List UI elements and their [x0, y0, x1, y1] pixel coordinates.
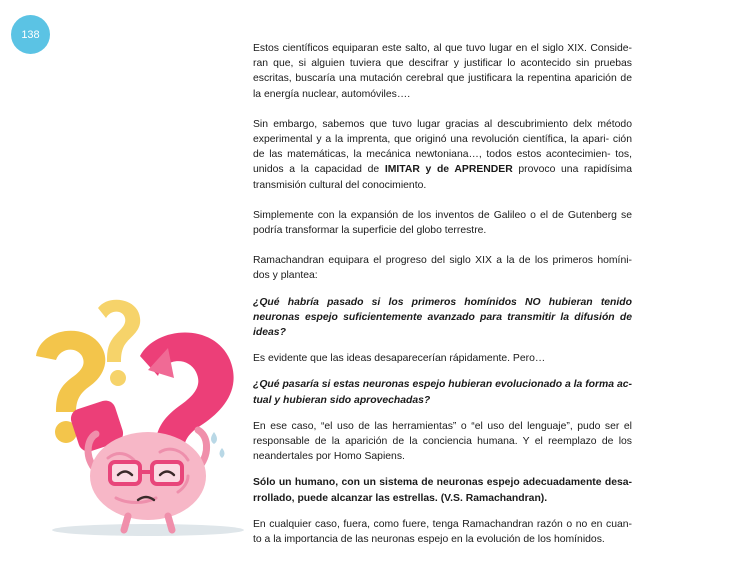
question-2: ¿Qué pasaría si estas neuronas espejo hubieran evolucionado a la forma ac- tual y hubieran sido aprovechadas?	[253, 379, 632, 406]
question-1: ¿Qué habría pasado si los primeros homínidos NO hubieran tenido neuronas espejo suficientemente avanzado para transmitir la difusión de ideas?	[253, 296, 632, 339]
main-text-column	[253, 41, 632, 558]
brain-right-leg	[168, 516, 172, 530]
paragraph-8: En cualquier caso, fuera, como fuere, tenga Ramachandran razón o no en cuan- to a la importancia de las neuronas espejo en la evolución de los homínidos.	[253, 518, 632, 546]
sweat-drops	[211, 432, 225, 458]
paragraph-2: Sin embargo, sabemos que tuvo lugar gracias al descubrimiento delx método experimental y a la imprenta, que originó una revolución científica, la apari- ción de las matemáticas, la mecánica newtoniana…, todos estos acontecimien- tos, unidos a la capacidad de IMITAR y de APRENDER provoco una rapidísima transmisión cultural del conocimiento.	[253, 118, 632, 191]
paragraph-6: En ese caso, “el uso de las herramientas” o “el uso del lenguaje”, pudo ser el responsable de la aparición de la conciencia humana. Y el reemplazo de los neandertales por Homo Sapiens.	[253, 420, 632, 463]
yellow-question-mark-small	[98, 300, 140, 386]
page-number: 138	[21, 28, 40, 41]
quote-ramachandran: Sólo un humano, con un sistema de neuronas espejo adecuadamente desa- rrollado, puede alcanzar las estrellas. (V.S. Ramachandran).	[253, 477, 632, 504]
paragraph-1: Estos científicos equiparan este salto, al que tuvo lugar en el siglo XIX. Conside- ran que, si alguien tuviera que descifrar y justificar lo acontecido sin pruebas escritas, buscaría una mutación cerebral que justificara la repentina aparición de la energía nuclear, automóviles….	[253, 43, 632, 100]
ground-shadow	[52, 524, 244, 536]
paragraph-2-emphasis: IMITAR y de APRENDER	[384, 164, 513, 176]
brain-left-leg	[124, 516, 128, 530]
glasses-left-lens	[110, 462, 140, 484]
paragraph-3: Simplemente con la expansión de los inventos de Galileo o el de Gutenberg se podría transformar la superficie del globo terrestre.	[253, 209, 632, 237]
confused-brain-question-marks-icon	[28, 286, 248, 544]
page-number-badge	[11, 15, 50, 54]
glasses-right-lens	[152, 462, 182, 484]
paragraph-5: Es evidente que las ideas desaparecerían rápidamente. Pero…	[253, 353, 546, 365]
brain-character	[90, 432, 206, 520]
paragraph-4: Ramachandran equipara el progreso del siglo XIX a la de los primeros homíni- dos y plantea:	[253, 255, 632, 282]
